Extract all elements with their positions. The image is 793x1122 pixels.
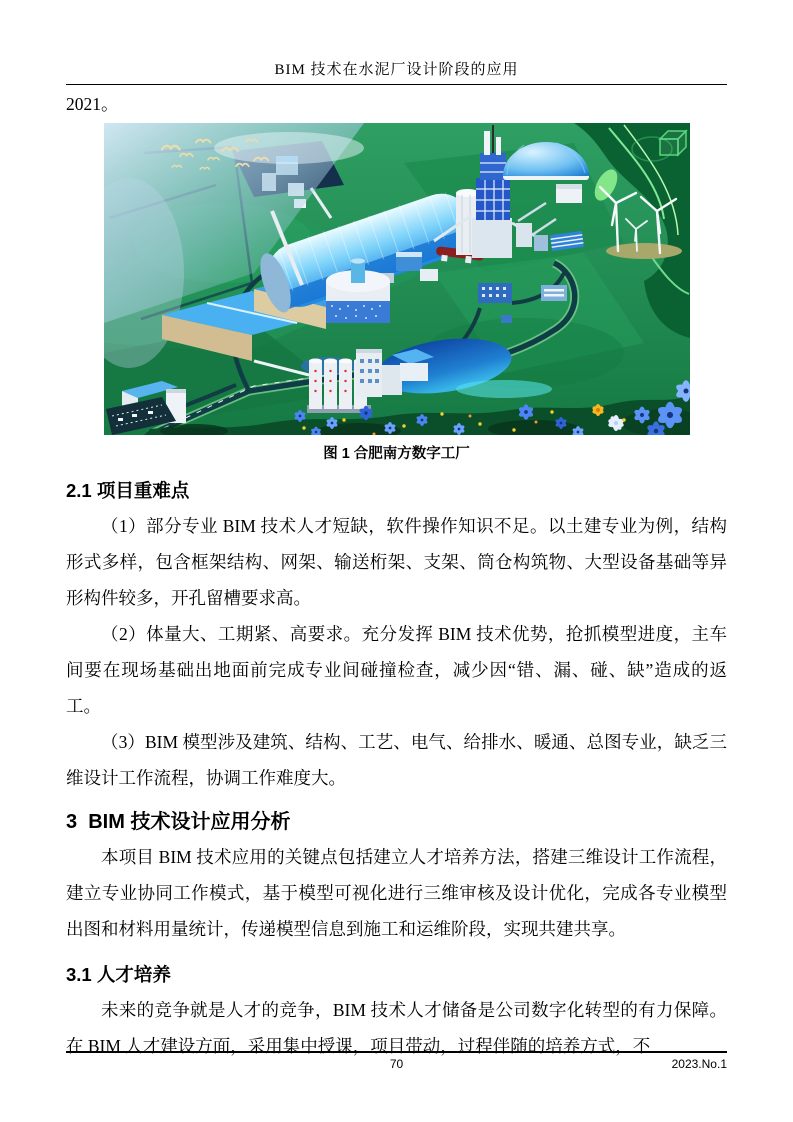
paragraph: （2）体量大、工期紧、高要求。充分发挥 BIM 技术优势，抢抓模型进度，主车间要在现场基础出地面前完成专业间碰撞检查，减少因“错、漏、碰、缺”造成的返工。 (66, 624, 727, 716)
paragraph: 未来的竞争就是人才的竞争，BIM 技术人才储备是公司数字化转型的有力保障。在 BIM 人才建设方面，采用集中授课，项目带动，过程伴随的培养方式，不 (66, 1000, 727, 1056)
section-heading-3: 3 BIM 技术设计应用分析 (66, 811, 291, 833)
paragraph: 本项目 BIM 技术应用的关键点包括建立人才培养方法，搭建三维设计工作流程，建立专业协同工作模式，基于模型可视化进行三维审核及设计优化，完成各专业模型出图和材料用量统计，传递模型信息到施工和运维阶段，实现共建共享。 (66, 847, 727, 939)
paragraph: （1）部分专业 BIM 技术人才短缺，软件操作知识不足。以土建专业为例，结构形式多样，包含框架结构、网架、输送桁架、支架、筒仓构筑物、大型设备基础等异形构件较多，开孔留槽要求高。 (66, 516, 727, 608)
page-footer (66, 1051, 727, 1071)
running-title: BIM 技术在水泥厂设计阶段的应用 (274, 62, 519, 78)
section-heading-3-1: 3.1 人才培养 (66, 964, 171, 985)
figure-caption: 图 1 合肥南方数字工厂 (323, 446, 470, 462)
section-heading-2-1: 2.1 项目重难点 (66, 480, 190, 501)
paragraph-fragment: 2021。 (66, 94, 119, 114)
page-number: 70 (389, 1057, 404, 1071)
running-header (66, 58, 727, 85)
issue-label: 2023.No.1 (671, 1057, 727, 1071)
plant-3d-render (104, 123, 690, 435)
paragraph: （3）BIM 模型涉及建筑、结构、工艺、电气、给排水、暖通、总图专业，缺乏三维设计工作流程，协调工作难度大。 (66, 732, 727, 788)
ghost-cube-icon (660, 131, 686, 155)
figure-1 (104, 123, 690, 463)
